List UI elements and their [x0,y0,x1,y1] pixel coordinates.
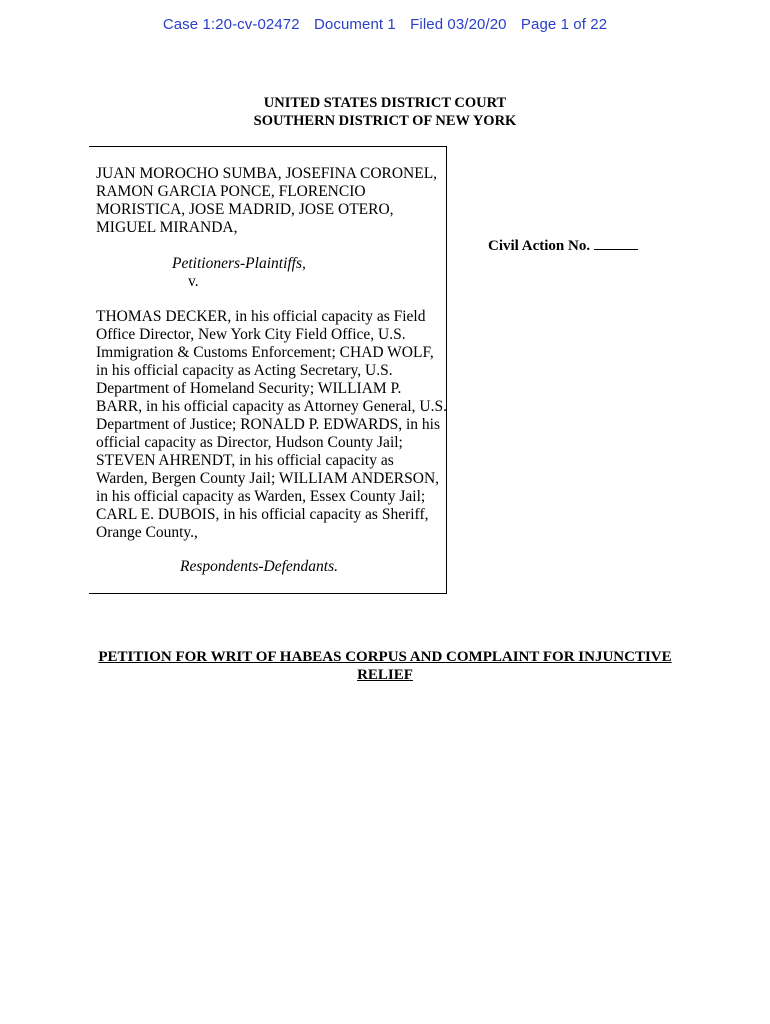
defendants-line: CARL E. DUBOIS, in his official capacity as Sheriff, [96,506,429,523]
defendants-line: in his official capacity as Acting Secretary, U.S. [96,362,393,379]
case-number: Case 1:20-cv-02472 [162,16,300,33]
defendants-line: Orange County., [96,524,198,541]
versus: v. [188,273,199,290]
plaintiffs-line: JUAN MOROCHO SUMBA, JOSEFINA CORONEL, [96,165,438,182]
document-title-line: PETITION FOR WRIT OF HABEAS CORPUS AND COMPLAINT FOR INJUNCTIVE [98,649,672,665]
defendants-line: Immigration & Customs Enforcement; CHAD WOLF, [96,344,434,361]
ecf-filing-header [0,16,770,33]
defendants-line: STEVEN AHRENDT, in his official capacity as [96,452,394,469]
civil-action-label: Civil Action No. [488,238,591,254]
plaintiffs-names [96,165,448,237]
filed-date: Filed 03/20/20 [410,16,507,33]
plaintiffs-label: Petitioners-Plaintiffs, [172,255,306,272]
defendants-line: THOMAS DECKER, in his official capacity as Field [96,308,426,325]
court-district: SOUTHERN DISTRICT OF NEW YORK [253,113,517,129]
defendants-line: Department of Justice; RONALD P. EDWARDS, in his [96,416,440,433]
defendants-line: Warden, Bergen County Jail; WILLIAM ANDERSON, [96,470,440,487]
defendants-line: in his official capacity as Warden, Essex County Jail; [96,488,426,505]
defendants-line: official capacity as Director, Hudson County Jail; [96,434,403,451]
court-name: UNITED STATES DISTRICT COURT [263,95,507,111]
page-indicator: Page 1 of 22 [520,16,608,33]
plaintiffs-line: RAMON GARCIA PONCE, FLORENCIO [96,183,366,200]
defendants-names [96,308,448,542]
defendants-line: Department of Homeland Security; WILLIAM P. [96,380,402,397]
document-title-line: RELIEF [357,667,413,683]
court-heading [0,94,770,130]
civil-action-blank [594,237,638,250]
document-number: Document 1 [313,16,396,33]
plaintiffs-line: MORISTICA, JOSE MADRID, JOSE OTERO, [96,201,394,218]
civil-action-number [488,237,638,255]
document-title [80,648,690,684]
defendants-line: BARR, in his official capacity as Attorney General, U.S. [96,398,447,415]
defendants-label: Respondents-Defendants. [180,558,338,575]
plaintiffs-line: MIGUEL MIRANDA, [96,219,238,236]
defendants-line: Office Director, New York City Field Office, U.S. [96,326,406,343]
